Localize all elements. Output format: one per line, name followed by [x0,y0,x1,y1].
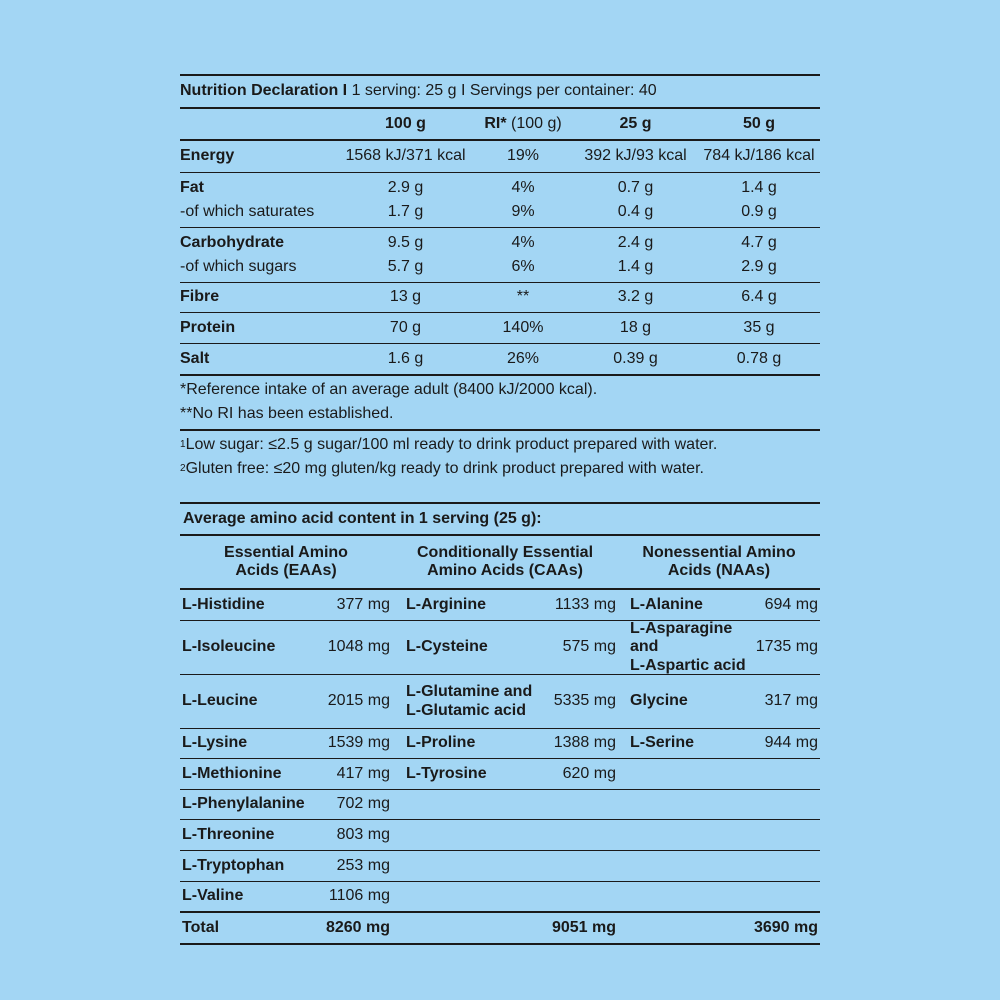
salt-per25: 0.39 g [613,349,658,367]
note2-mark: 2 [180,463,186,474]
eaa-name: L-Leucine [182,692,258,710]
total-caa-cell [392,913,618,943]
caa-value: 1388 mg [553,734,616,752]
amino-row [180,675,820,728]
nutrient-row-fibre [180,283,820,312]
naa-name-line1: L-Asparagine and [630,619,733,656]
eaa-value: 377 mg [336,595,390,613]
caa-cell [392,882,618,911]
eaa-value: 803 mg [336,825,390,843]
eaa-name: L-Histidine [182,595,265,613]
total-eaa-cell [180,913,392,943]
caa-cell [392,621,618,674]
fibre-per50: 6.4 g [741,288,777,306]
eaa-name: L-Isoleucine [182,638,276,656]
eaa-name: L-Lysine [182,734,248,752]
note1-mark: 1 [180,439,186,450]
saturates-label: -of which saturates [180,202,315,220]
eaa-cell [180,729,392,758]
nutrient-row-carbohydrate [180,231,820,255]
header-ri [473,115,573,133]
header-naa [618,536,820,588]
amino-row [180,790,820,819]
eaa-value: 2015 mg [327,692,390,710]
header-ri-rest: (100 g) [506,114,562,132]
naa-cell [618,790,820,819]
fat-per50: 1.4 g [741,178,777,196]
caa-cell [392,590,618,620]
header-caa [392,536,618,588]
caa-cell [392,675,618,728]
fat-per100: 2.9 g [387,178,424,196]
naa-cell [618,675,820,728]
saturates-per25: 0.4 g [617,202,654,220]
nutrition-title [180,76,820,107]
caa-cell [392,851,618,881]
eaa-name: L-Phenylalanine [182,795,305,813]
naa-name-line2: L-Aspartic acid [630,656,746,674]
caa-cell [392,729,618,758]
sugars-ri: 6% [511,257,535,275]
naa-name: L-Alanine [630,595,703,613]
fat-per25: 0.7 g [617,178,654,196]
naa-value: 944 mg [764,734,818,752]
header-eaa [180,536,392,588]
eaa-name: L-Methionine [182,764,282,782]
total-caa: 9051 mg [551,918,616,936]
amino-row [180,759,820,789]
saturates-ri: 9% [511,202,535,220]
header-naa-line1: Nonessential Amino [642,543,796,561]
caa-name: L-Proline [406,734,476,752]
naa-value: 1735 mg [755,638,818,656]
naa-name: Glycine [630,692,688,710]
caa-value: 5335 mg [553,692,616,710]
fibre-per100: 13 g [389,288,422,306]
spacer [180,481,820,502]
nutrient-row-fat [180,176,820,200]
sugars-per50: 2.9 g [741,257,777,275]
nutrient-row-sugars [180,255,820,279]
naa-value: 694 mg [764,595,818,613]
nutrition-title-bold: Nutrition Declaration I [180,82,348,100]
note1-text: Low sugar: ≤2.5 g sugar/100 ml ready to drink product prepared with water. [185,435,718,453]
footnote-ri: *Reference intake of an average adult (8400 kJ/2000 kcal). [180,380,598,398]
header-caa-line2: Amino Acids (CAAs) [427,562,583,579]
naa-cell [618,590,820,620]
eaa-cell [180,590,392,620]
naa-cell [618,882,820,911]
saturates-per50: 0.9 g [741,202,777,220]
amino-row [180,820,820,850]
energy-label: Energy [180,147,235,165]
saturates-per100: 1.7 g [387,202,424,220]
eaa-cell [180,675,392,728]
energy-ri: 19% [506,147,540,165]
total-label: Total [182,918,220,936]
protein-per25: 18 g [619,318,652,336]
amino-row [180,729,820,758]
header-per100: 100 g [385,114,426,132]
eaa-value: 1539 mg [327,734,390,752]
eaa-cell [180,882,392,911]
eaa-cell [180,790,392,819]
amino-row [180,590,820,620]
caa-name-line1: L-Glutamine and [406,683,533,701]
naa-cell [618,851,820,881]
energy-per25: 392 kJ/93 kcal [584,147,687,165]
sugars-per100: 5.7 g [387,257,424,275]
caa-cell [392,759,618,789]
protein-per50: 35 g [743,318,775,336]
carbohydrate-per100: 9.5 g [387,233,424,251]
eaa-value: 1106 mg [328,887,390,905]
note-low-sugar [180,433,820,457]
total-naa-cell [618,913,820,943]
amino-row [180,851,820,881]
salt-ri: 26% [506,349,540,367]
note-gluten-free [180,457,820,481]
caa-name: L-Tyrosine [406,764,487,782]
claim-notes [180,431,820,481]
eaa-cell [180,820,392,850]
total-eaa: 8260 mg [325,918,390,936]
amino-row [180,621,820,674]
naa-name: L-Serine [630,734,695,752]
caa-value: 620 mg [562,764,616,782]
sugars-per25: 1.4 g [617,257,654,275]
eaa-cell [180,851,392,881]
eaa-name: L-Tryptophan [182,856,285,874]
naa-cell [618,729,820,758]
total-naa: 3690 mg [753,918,818,936]
fat-ri: 4% [511,178,535,196]
eaa-cell [180,759,392,789]
fibre-label: Fibre [180,288,220,306]
header-eaa-line1: Essential Amino [224,543,348,561]
header-per50: 50 g [742,114,775,132]
nutrition-document [180,74,820,945]
amino-total-row [180,913,820,943]
carbohydrate-label: Carbohydrate [180,233,285,251]
footnote-no-ri: **No RI has been established. [180,404,394,422]
header-per25: 25 g [619,114,652,132]
naa-cell [618,621,820,674]
caa-value: 575 mg [562,638,616,656]
fat-label: Fat [180,178,204,196]
protein-per100: 70 g [389,318,422,336]
protein-ri: 140% [502,318,544,336]
eaa-cell [180,621,392,674]
fibre-ri: ** [516,288,530,306]
carbohydrate-per25: 2.4 g [617,233,654,251]
caa-name: L-Cysteine [406,638,488,656]
header-naa-line2: Acids (NAAs) [667,562,771,579]
nutrient-group-fat [180,173,820,227]
note2-text: Gluten free: ≤20 mg gluten/kg ready to drink product prepared with water. [185,459,704,477]
caa-name: L-Arginine [406,595,486,613]
eaa-name: L-Valine [182,887,244,905]
amino-title: Average amino acid content in 1 serving (25 g): [183,509,542,527]
header-ri-bold: RI* [484,114,507,132]
naa-cell [618,820,820,850]
header-eaa-line2: Acids (EAAs) [235,562,337,579]
amino-header-row [180,536,820,588]
naa-cell [618,759,820,789]
energy-per50: 784 kJ/186 kcal [703,147,815,165]
nutrition-title-rest: 1 serving: 25 g I Servings per container: 40 [347,82,657,100]
carbohydrate-per50: 4.7 g [741,233,777,251]
eaa-value: 417 mg [336,764,390,782]
caa-value: 1133 mg [554,595,616,613]
nutrient-group-carbohydrate [180,228,820,282]
eaa-value: 1048 mg [327,638,390,656]
nutrient-row-salt [180,344,820,374]
nutrient-row-protein [180,313,820,343]
eaa-name: L-Threonine [182,825,275,843]
eaa-value: 702 mg [336,795,390,813]
energy-per100: 1568 kJ/371 kcal [345,147,466,165]
nutrient-row-energy [180,141,820,172]
amino-row [180,882,820,911]
caa-cell [392,790,618,819]
naa-value: 317 mg [764,692,818,710]
sugars-label: -of which sugars [180,257,297,275]
fibre-per25: 3.2 g [617,288,654,306]
header-caa-line1: Conditionally Essential [416,543,594,561]
salt-per100: 1.6 g [387,349,424,367]
caa-cell [392,820,618,850]
nutrient-row-saturates [180,200,820,224]
salt-label: Salt [180,349,210,367]
eaa-value: 253 mg [336,856,390,874]
protein-label: Protein [180,318,236,336]
ri-footnotes [180,376,820,429]
bottom-rule [180,943,820,945]
salt-per50: 0.78 g [736,349,782,367]
carbohydrate-ri: 4% [511,233,535,251]
nutrition-header-row [180,109,820,139]
caa-name-line2: L-Glutamic acid [406,701,527,719]
